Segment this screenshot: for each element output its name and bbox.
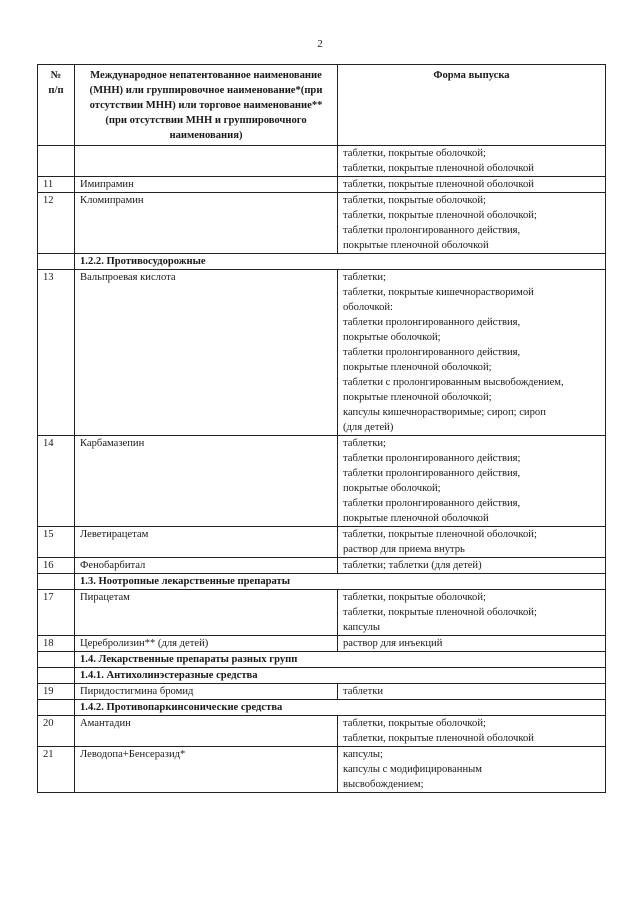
table-row: [38, 716, 606, 747]
table-body: [38, 146, 606, 793]
table-row: [38, 590, 606, 636]
release-form-line: покрытые оболочкой;: [343, 483, 441, 494]
release-form-line: таблетки, покрытые пленочной оболочкой;: [343, 607, 537, 618]
header-name: Международное непатентованное наименование (МНН) или группировочное наименование*(при отсутствии МНН) или торговое наименование** (при отсутствии МНН и группировочного наименования): [75, 65, 338, 146]
drug-name: Леводопа+Бенсеразид*: [75, 747, 338, 793]
table-row: [38, 270, 606, 436]
section-title: 1.4. Лекарственные препараты разных групп: [75, 652, 606, 668]
release-form: [338, 636, 606, 652]
table-header-row: [38, 65, 606, 146]
release-form: [338, 684, 606, 700]
release-form-line: таблетки;: [343, 272, 386, 283]
header-form: Форма выпуска: [338, 65, 606, 146]
release-form-line: таблетки, покрытые оболочкой;: [343, 148, 486, 159]
release-form-line: таблетки пролонгированного действия,: [343, 498, 521, 509]
drug-name: Имипрамин: [75, 177, 338, 193]
section-num-cell: [38, 700, 75, 716]
section-num-cell: [38, 574, 75, 590]
release-form-line: покрытые пленочной оболочкой: [343, 240, 489, 251]
release-form-line: раствор для приема внутрь: [343, 544, 465, 555]
drug-name: Фенобарбитал: [75, 558, 338, 574]
row-number: [38, 146, 75, 177]
release-form: [338, 436, 606, 527]
table-row: [38, 684, 606, 700]
release-form-line: таблетки; таблетки (для детей): [343, 560, 482, 571]
table-row: [38, 193, 606, 254]
row-number: 21: [38, 747, 75, 793]
row-number: 11: [38, 177, 75, 193]
release-form: [338, 177, 606, 193]
release-form-line: таблетки пролонгированного действия,: [343, 347, 521, 358]
section-title: 1.2.2. Противосудорожные: [75, 254, 606, 270]
release-form-line: таблетки, покрытые пленочной оболочкой;: [343, 529, 537, 540]
drug-name: Пиридостигмина бромид: [75, 684, 338, 700]
release-form-line: таблетки с пролонгированным высвобождением,: [343, 377, 564, 388]
release-form: [338, 716, 606, 747]
drug-name: Пирацетам: [75, 590, 338, 636]
section-row: [38, 668, 606, 684]
row-number: 17: [38, 590, 75, 636]
table-row: [38, 558, 606, 574]
release-form-line: покрытые пленочной оболочкой;: [343, 392, 492, 403]
release-form-line: таблетки пролонгированного действия;: [343, 453, 521, 464]
release-form: [338, 270, 606, 436]
row-number: 19: [38, 684, 75, 700]
header-num: № п/п: [38, 65, 75, 146]
section-num-cell: [38, 652, 75, 668]
release-form-line: оболочкой:: [343, 302, 393, 313]
release-form-line: таблетки, покрытые пленочной оболочкой: [343, 733, 534, 744]
release-form-line: таблетки, покрытые оболочкой;: [343, 718, 486, 729]
section-row: [38, 652, 606, 668]
release-form-line: таблетки пролонгированного действия,: [343, 468, 521, 479]
drug-name: Леветирацетам: [75, 527, 338, 558]
release-form: [338, 590, 606, 636]
release-form-line: таблетки, покрытые оболочкой;: [343, 592, 486, 603]
section-num-cell: [38, 254, 75, 270]
drug-name: Карбамазепин: [75, 436, 338, 527]
release-form-line: таблетки, покрытые оболочкой;: [343, 195, 486, 206]
release-form-line: таблетки, покрытые кишечнорастворимой: [343, 287, 534, 298]
section-title: 1.3. Ноотропные лекарственные препараты: [75, 574, 606, 590]
release-form-line: (для детей): [343, 422, 394, 433]
section-title: 1.4.2. Противопаркинсонические средства: [75, 700, 606, 716]
release-form-line: таблетки, покрытые пленочной оболочкой;: [343, 210, 537, 221]
drug-name: Церебролизин** (для детей): [75, 636, 338, 652]
row-number: 16: [38, 558, 75, 574]
release-form-line: таблетки пролонгированного действия,: [343, 317, 521, 328]
release-form-line: таблетки;: [343, 438, 386, 449]
drug-name: [75, 146, 338, 177]
release-form-line: капсулы кишечнорастворимые; сироп; сироп: [343, 407, 546, 418]
row-number: 12: [38, 193, 75, 254]
section-row: [38, 574, 606, 590]
release-form: [338, 527, 606, 558]
release-form: [338, 193, 606, 254]
table-row: [38, 436, 606, 527]
release-form-line: капсулы;: [343, 749, 383, 760]
release-form-line: капсулы: [343, 622, 381, 633]
release-form-line: раствор для инъекций: [343, 638, 443, 649]
release-form-line: высвобождением;: [343, 779, 424, 790]
page-number: 2: [317, 38, 323, 50]
drug-name: Кломипрамин: [75, 193, 338, 254]
section-title: 1.4.1. Антихолинэстеразные средства: [75, 668, 606, 684]
table-row: [38, 747, 606, 793]
row-number: 18: [38, 636, 75, 652]
table-row: [38, 636, 606, 652]
release-form-line: таблетки, покрытые пленочной оболочкой: [343, 163, 534, 174]
release-form-line: покрытые оболочкой;: [343, 332, 441, 343]
row-number: 14: [38, 436, 75, 527]
section-row: [38, 700, 606, 716]
section-num-cell: [38, 668, 75, 684]
release-form-line: таблетки, покрытые пленочной оболочкой: [343, 179, 534, 190]
release-form-line: покрытые пленочной оболочкой: [343, 513, 489, 524]
release-form: [338, 558, 606, 574]
table-row: [38, 527, 606, 558]
table-row: [38, 177, 606, 193]
drug-table: [37, 64, 606, 793]
release-form: [338, 146, 606, 177]
release-form-line: таблетки: [343, 686, 384, 697]
release-form: [338, 747, 606, 793]
drug-name: Вальпроевая кислота: [75, 270, 338, 436]
row-number: 15: [38, 527, 75, 558]
row-number: 13: [38, 270, 75, 436]
section-row: [38, 254, 606, 270]
release-form-line: капсулы с модифицированным: [343, 764, 482, 775]
table-row: [38, 146, 606, 177]
row-number: 20: [38, 716, 75, 747]
release-form-line: таблетки пролонгированного действия,: [343, 225, 521, 236]
release-form-line: покрытые пленочной оболочкой;: [343, 362, 492, 373]
drug-name: Амантадин: [75, 716, 338, 747]
